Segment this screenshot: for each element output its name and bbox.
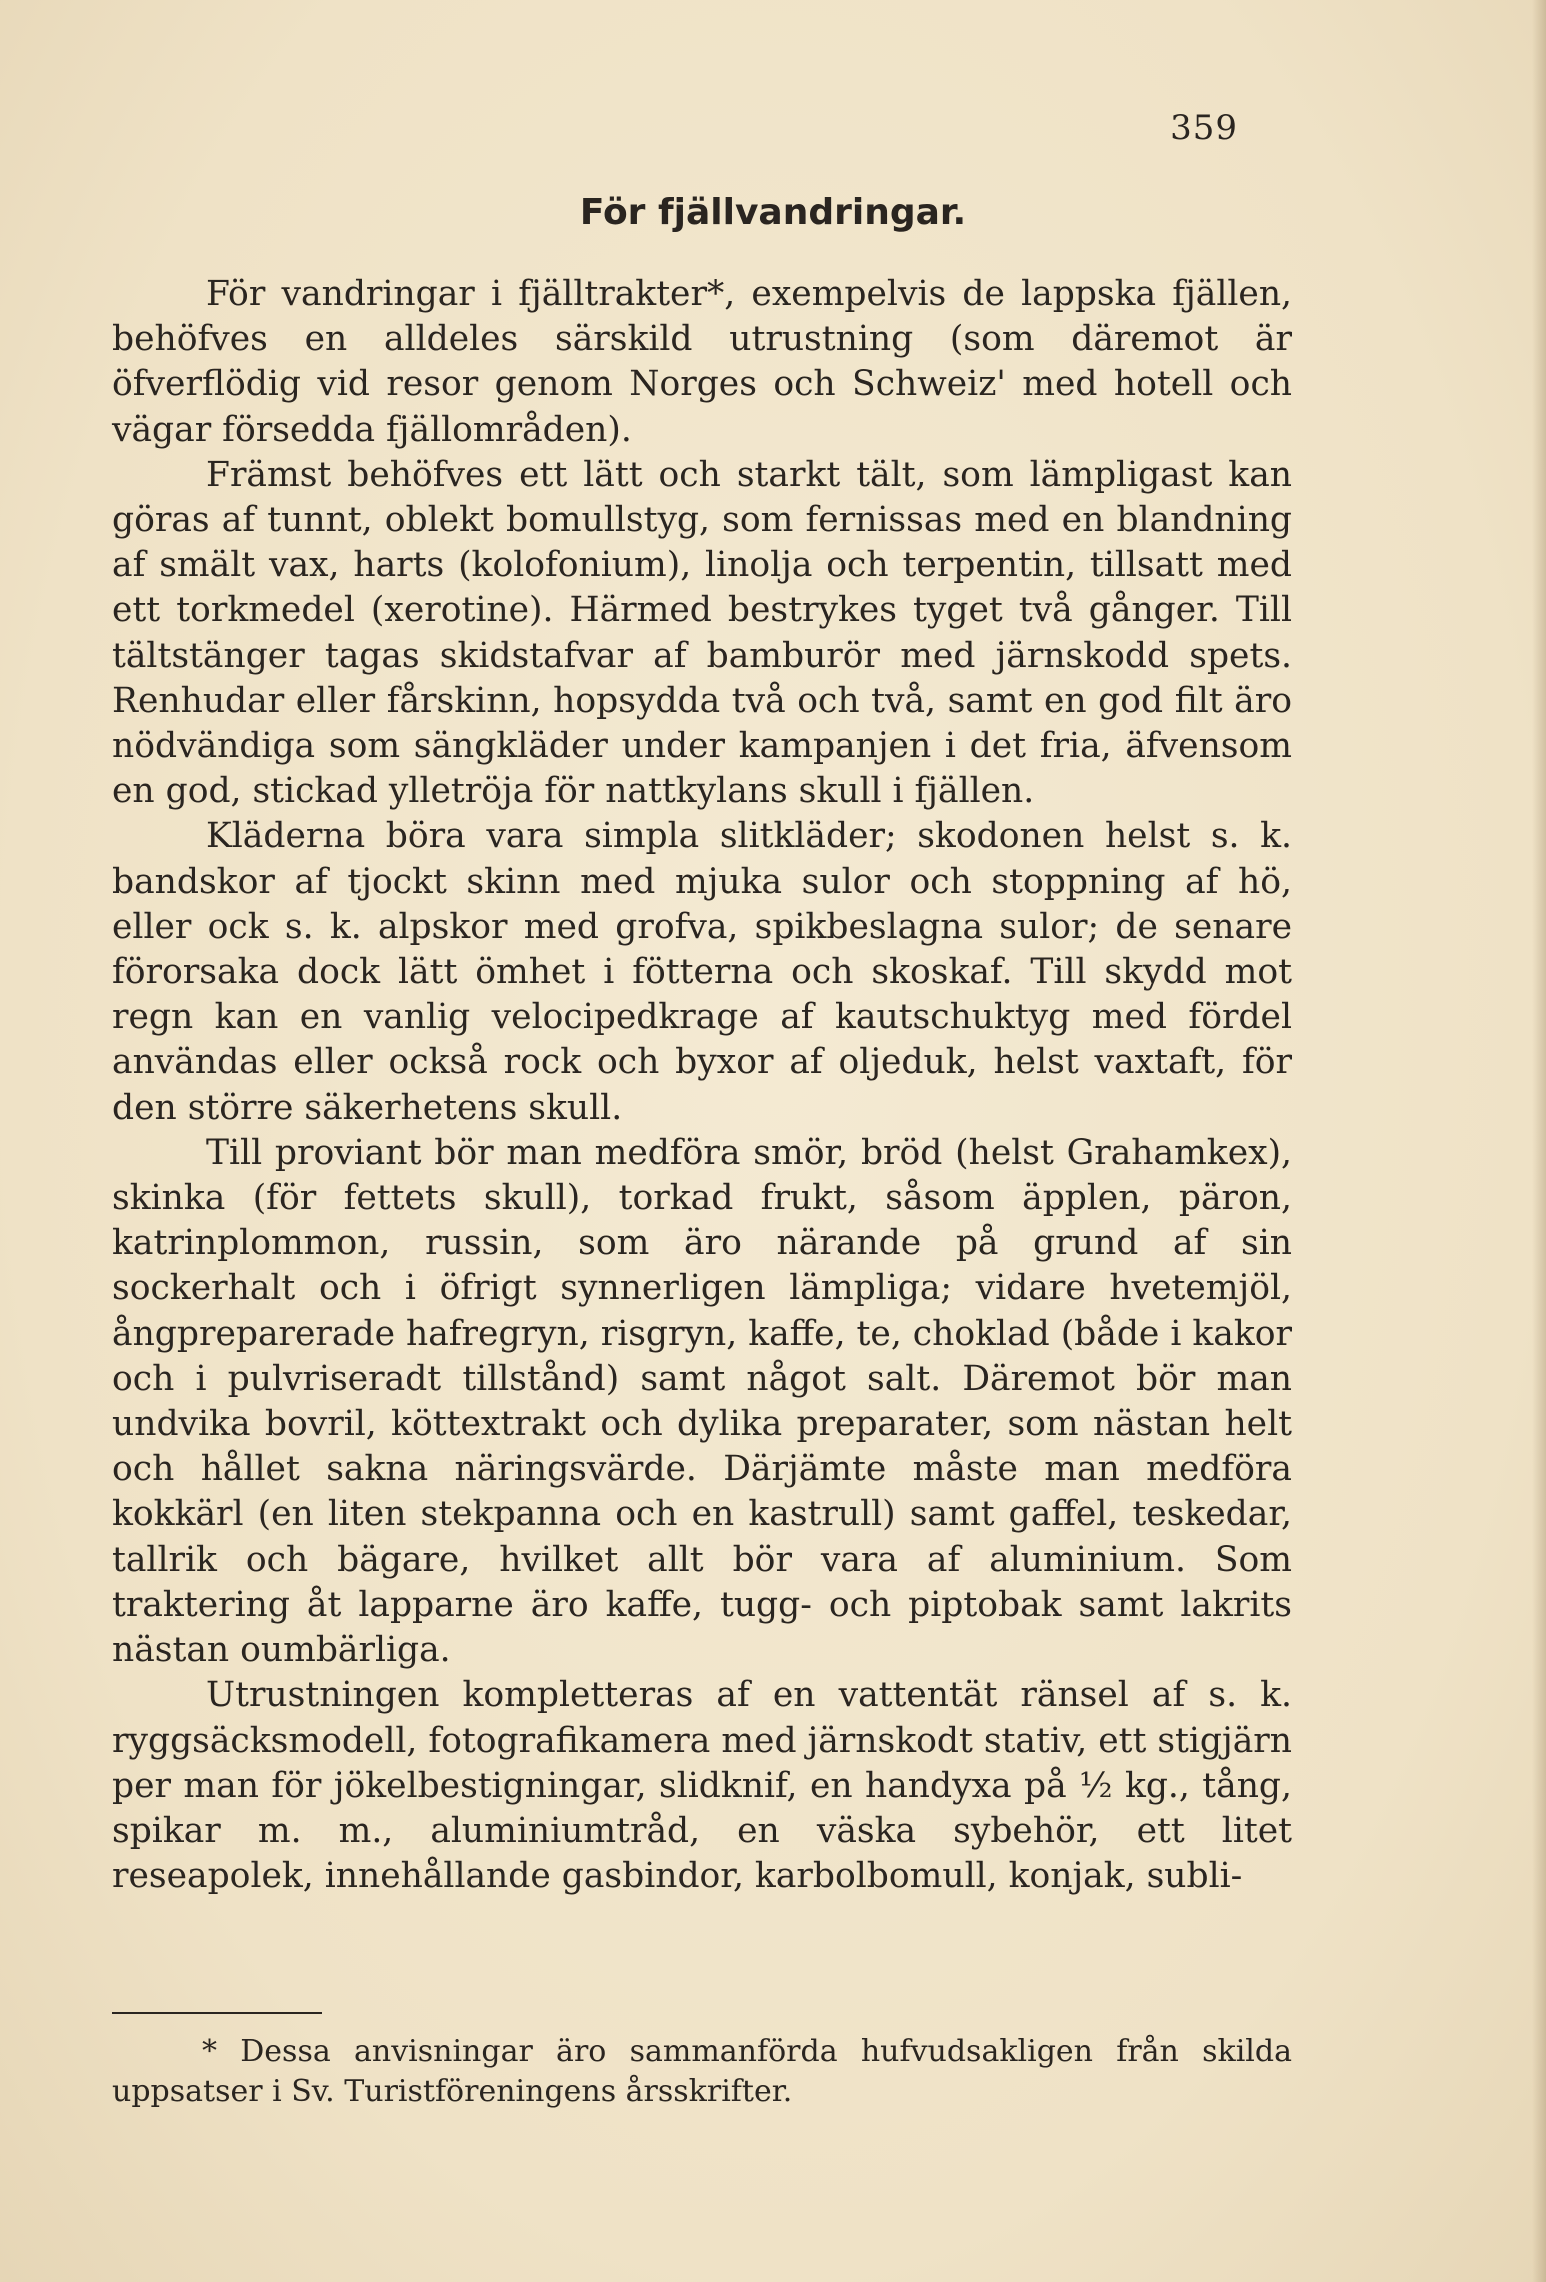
page-edge-shading (1532, 0, 1546, 2282)
section-heading: För fjällvandringar. (579, 192, 967, 233)
paragraph-1: För vandringar i fjälltrakter*, exempelvis de lappska fjällen, behöfves en alldeles särskild utrustning (som däremot är öfverflödig vid resor genom Norges och Schweiz' med hotell och vägar försedda fjällområden). (112, 274, 1292, 450)
footnote (112, 2032, 1292, 2112)
paragraph-5: Utrustningen kompletteras af en vattentät ränsel af s. k. ryggsäcksmodell, fotografikamera med järnskodt stativ, ett stigjärn per man för jökelbestigningar, slidknif, en handyxa på ½ kg., tång, spikar m. m., aluminiumtråd, en väska sybehör, ett litet reseapolek, innehållande gasbindor, karbolbomull, konjak, subli- (112, 1675, 1292, 1897)
paragraph-3: Kläderna böra vara simpla slitkläder; skodonen helst s. k. bandskor af tjockt skinn med mjuka sulor och stoppning af hö, eller ock s. k. alpskor med grofva, spikbeslagna sulor; de senare förorsaka dock lätt ömhet i fötterna och skoskaf. Till skydd mot regn kan en vanlig velocipedkrage af kautschuktyg med fördel användas eller också rock och byxor af oljeduk, helst vaxtaft, för den större säkerhetens skull. (112, 816, 1292, 1128)
paragraph-2: Främst behöfves ett lätt och starkt tält, som lämpligast kan göras af tunnt, oblekt bomullstyg, som fernissas med en blandning af smält vax, harts (kolofonium), linolja och terpentin, tillsatt med ett torkmedel (xerotine). Härmed bestrykes tyget två gånger. Till tältstänger tagas skidstafvar af bamburör med järnskodd spets. Renhudar eller fårskinn, hopsydda två och två, samt en god filt äro nödvändiga som sängkläder under kampanjen i det fria, äfvensom en god, stickad ylletröja för nattkylans skull i fjällen. (112, 454, 1292, 812)
footnote-text: * Dessa anvisningar äro sammanförda hufvudsakligen från skilda uppsatser i Sv. Turistföreningens årsskrifter. (112, 2034, 1292, 2109)
paragraph-4: Till proviant bör man medföra smör, bröd (helst Grahamkex), skinka (för fettets skull), torkad frukt, såsom äpplen, päron, katrinplommon, russin, som äro närande på grund af sin sockerhalt och i öfrigt synnerligen lämpliga; vidare hvetemjöl, ångpreparerade hafregryn, risgryn, kaffe, te, choklad (både i kakor och i pulvriseradt tillstånd) samt något salt. Däremot bör man undvika bovril, köttextrakt och dylika preparater, som nästan helt och hållet sakna näringsvärde. Därjämte måste man medföra kokkärl (en liten stekpanna och en kastrull) samt gaffel, teskedar, tallrik och bägare, hvilket allt bör vara af aluminium. Som traktering åt lapparne äro kaffe, tugg- och piptobak samt lakrits nästan oumbärliga. (112, 1132, 1292, 1671)
page-number: 359 (1170, 108, 1238, 148)
body-text (112, 272, 1292, 1899)
footnote-rule (112, 2012, 322, 2014)
